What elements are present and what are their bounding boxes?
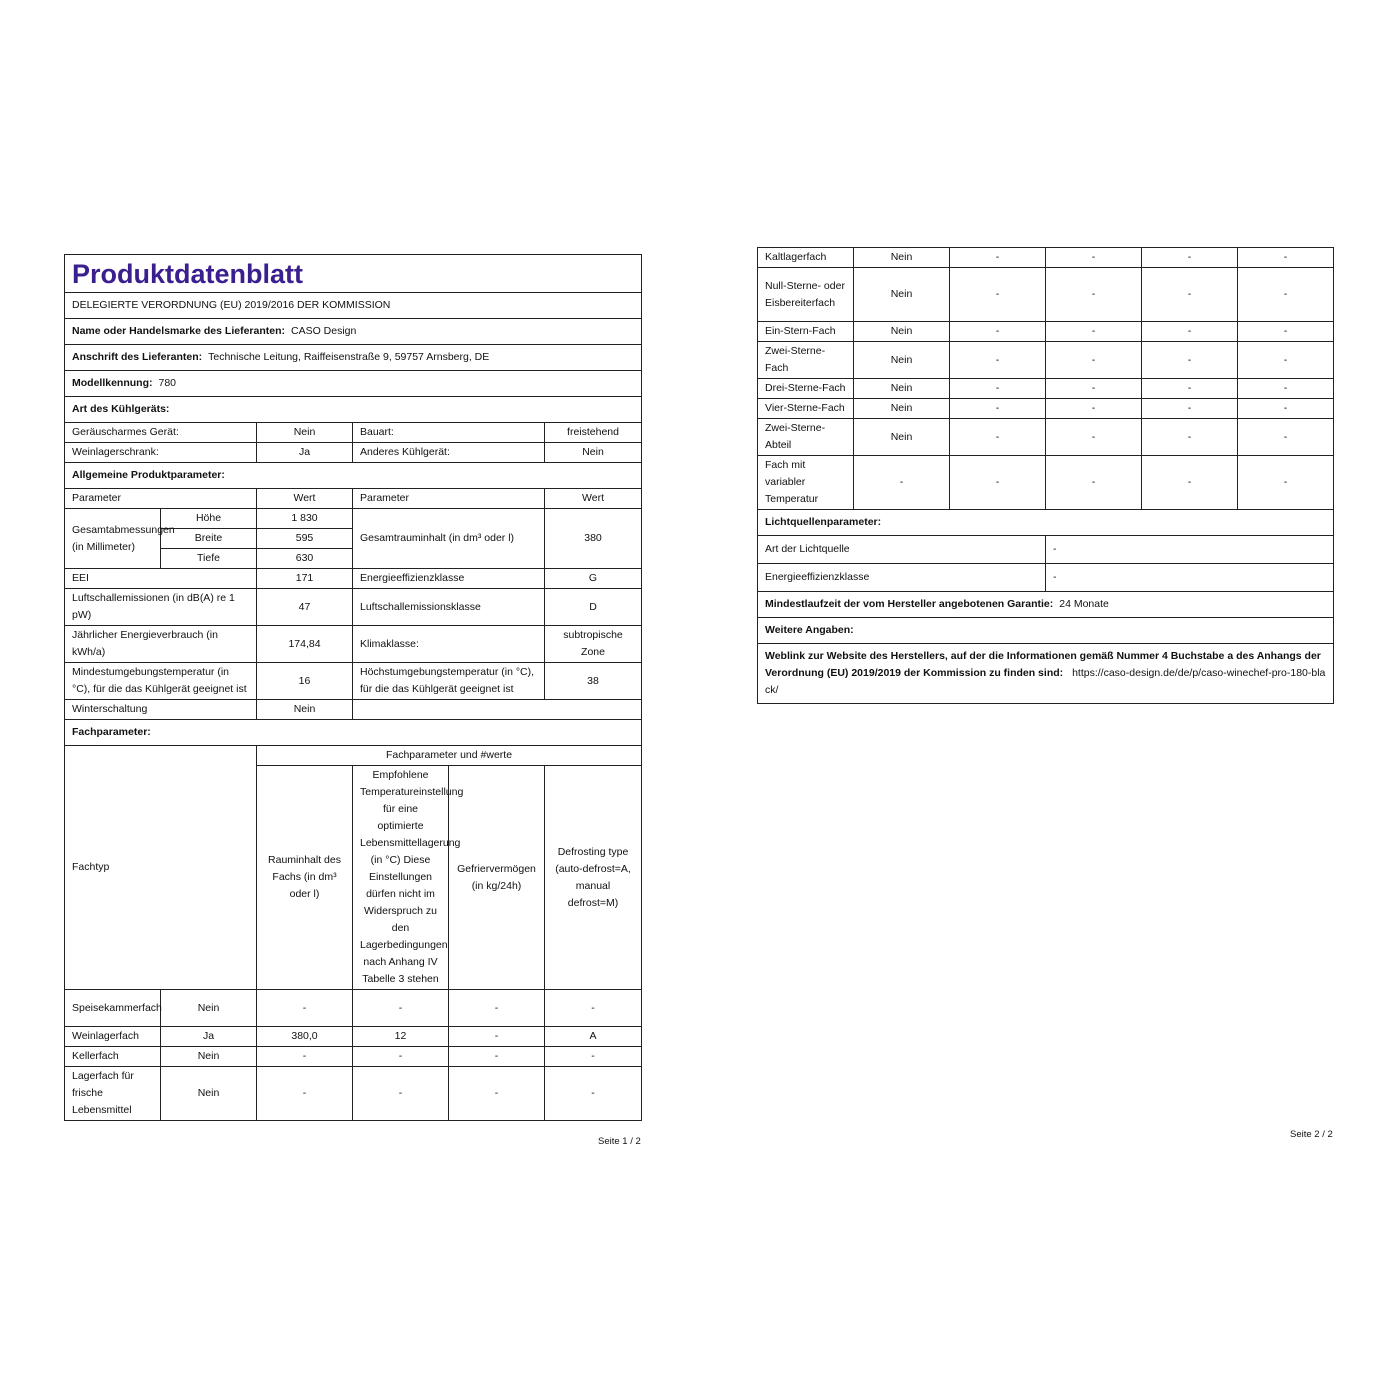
compartment-present: Nein <box>854 342 950 379</box>
compartment-name: Weinlagerfach <box>65 1027 161 1047</box>
compartment-values-header: Fachparameter und #werte <box>257 746 642 766</box>
warranty-value: 24 Monate <box>1059 598 1109 610</box>
depth-value: 630 <box>257 549 353 569</box>
compartment-volume: - <box>257 1047 353 1067</box>
energy-class-value: G <box>545 569 642 589</box>
height-value: 1 830 <box>257 509 353 529</box>
compartment-volume: - <box>950 322 1046 342</box>
winter-value: Nein <box>257 700 353 720</box>
compartment-temp: - <box>1046 248 1142 268</box>
compartment-type-label: Fachtyp <box>65 746 257 990</box>
datasheet-page-2 <box>757 247 1334 704</box>
compartment-name: Kellerfach <box>65 1047 161 1067</box>
light-class-value: - <box>1046 564 1334 592</box>
supplier-name-label: Name oder Handelsmarke des Lieferanten: <box>72 325 285 337</box>
col-temperature-header: Empfohlene Temperatureinstellung für eine optimierte Lebensmittellagerung (in °C) Diese Einstellungen dürfen nicht im Widerspruch zu den Lagerbedingungen nach Anhang IV Tabelle 3 stehen <box>353 766 449 990</box>
winter-label: Winterschaltung <box>65 700 257 720</box>
supplier-address-row <box>65 345 642 371</box>
regulation-line: DELEGIERTE VERORDNUNG (EU) 2019/2016 DER KOMMISSION <box>65 293 642 319</box>
compartment-volume: - <box>950 342 1046 379</box>
compartment-temp: - <box>353 1067 449 1121</box>
compartment-present: Nein <box>161 1067 257 1121</box>
compartment-name: Zwei-Sterne-Abteil <box>758 419 854 456</box>
compartment-volume: - <box>950 419 1046 456</box>
total-volume-label: Gesamtrauminhalt (in dm³ oder l) <box>353 509 545 569</box>
compartment-freeze: - <box>1142 322 1238 342</box>
compartment-temp: - <box>353 990 449 1027</box>
compartment-temp: - <box>1046 456 1142 510</box>
compartment-name: Vier-Sterne-Fach <box>758 399 854 419</box>
light-type-label: Art der Lichtquelle <box>758 536 1046 564</box>
compartment-freeze: - <box>1142 248 1238 268</box>
value-header: Wert <box>257 489 353 509</box>
table-row <box>758 248 1334 268</box>
compartment-defrost: - <box>1238 342 1334 379</box>
table-row <box>758 399 1334 419</box>
table-row <box>758 379 1334 399</box>
low-noise-value: Nein <box>257 423 353 443</box>
compartment-present: - <box>854 456 950 510</box>
model-row <box>65 371 642 397</box>
table-row <box>758 268 1334 322</box>
compartment-temp: 12 <box>353 1027 449 1047</box>
datasheet-page-1 <box>64 254 642 1121</box>
depth-label: Tiefe <box>161 549 257 569</box>
climate-class-value: subtropische Zone <box>545 626 642 663</box>
col-freezing-header: Gefriervermögen (in kg/24h) <box>449 766 545 990</box>
compartment-volume: - <box>950 268 1046 322</box>
page-footer: Seite 1 / 2 <box>598 1136 641 1147</box>
compartment-present: Nein <box>161 990 257 1027</box>
compartment-defrost: - <box>545 1047 642 1067</box>
compartment-defrost: - <box>1238 248 1334 268</box>
height-label: Höhe <box>161 509 257 529</box>
compartment-present: Ja <box>161 1027 257 1047</box>
annual-energy-label: Jährlicher Energieverbrauch (in kWh/a) <box>65 626 257 663</box>
annual-energy-value: 174,84 <box>257 626 353 663</box>
compartment-volume: - <box>950 456 1046 510</box>
weblink-value[interactable]: https://caso-design.de/de/p/caso-winechef-pro-180-black/ <box>765 667 1326 696</box>
weblink-row <box>758 644 1334 704</box>
warranty-label: Mindestlaufzeit der vom Hersteller angebotenen Garantie: <box>765 598 1054 610</box>
design-value: freistehend <box>545 423 642 443</box>
eei-value: 171 <box>257 569 353 589</box>
min-temp-value: 16 <box>257 663 353 700</box>
compartment-present: Nein <box>854 322 950 342</box>
compartment-freeze: - <box>449 1067 545 1121</box>
compartment-defrost: - <box>545 990 642 1027</box>
compartment-name: Null-Sterne- oder Eisbereiterfach <box>758 268 854 322</box>
supplier-address-label: Anschrift des Lieferanten: <box>72 351 203 363</box>
total-volume-value: 380 <box>545 509 642 569</box>
model-label: Modellkennung: <box>72 377 153 389</box>
supplier-address-value: Technische Leitung, Raiffeisenstraße 9, 59757 Arnsberg, DE <box>208 351 490 363</box>
compartment-freeze: - <box>449 1047 545 1067</box>
compartment-defrost: - <box>1238 268 1334 322</box>
value-header: Wert <box>545 489 642 509</box>
model-value: 780 <box>158 377 177 389</box>
supplier-name-row <box>65 319 642 345</box>
param-header: Parameter <box>353 489 545 509</box>
table-row <box>758 322 1334 342</box>
compartment-freeze: - <box>1142 399 1238 419</box>
dimensions-label: Gesamtabmessungen (in Millimeter) <box>65 509 161 569</box>
compartment-volume: - <box>257 1067 353 1121</box>
page-footer: Seite 2 / 2 <box>1290 1129 1333 1140</box>
compartment-defrost: - <box>1238 379 1334 399</box>
compartment-temp: - <box>1046 268 1142 322</box>
min-temp-label: Mindestumgebungstemperatur (in °C), für die das Kühlgerät geeignet ist <box>65 663 257 700</box>
width-value: 595 <box>257 529 353 549</box>
compartment-name: Drei-Sterne-Fach <box>758 379 854 399</box>
warranty-row <box>758 592 1334 618</box>
compartment-freeze: - <box>1142 419 1238 456</box>
compartment-defrost: A <box>545 1027 642 1047</box>
compartment-present: Nein <box>854 268 950 322</box>
compartment-volume: - <box>950 379 1046 399</box>
compartment-freeze: - <box>1142 342 1238 379</box>
max-temp-value: 38 <box>545 663 642 700</box>
noise-class-value: D <box>545 589 642 626</box>
table-row <box>758 419 1334 456</box>
table-row <box>65 1047 642 1067</box>
param-header: Parameter <box>65 489 257 509</box>
col-defrost-header: Defrosting type (auto-defrost=A, manual defrost=M) <box>545 766 642 990</box>
compartment-defrost: - <box>545 1067 642 1121</box>
compartment-name: Speisekammerfach <box>65 990 161 1027</box>
table-row <box>758 342 1334 379</box>
compartment-defrost: - <box>1238 399 1334 419</box>
compartment-temp: - <box>1046 342 1142 379</box>
climate-class-label: Klimaklasse: <box>353 626 545 663</box>
max-temp-label: Höchstumgebungstemperatur (in °C), für die das Kühlgerät geeignet ist <box>353 663 545 700</box>
compartment-present: Nein <box>161 1047 257 1067</box>
compartment-freeze: - <box>1142 268 1238 322</box>
compartment-volume: - <box>950 248 1046 268</box>
table-row <box>65 990 642 1027</box>
compartment-temp: - <box>1046 322 1142 342</box>
further-info-heading: Weitere Angaben: <box>758 618 1334 644</box>
empty-cell <box>353 700 642 720</box>
compartment-name: Lagerfach für frische Lebensmittel <box>65 1067 161 1121</box>
light-class-label: Energieeffizienzklasse <box>758 564 1046 592</box>
weblink-label: Weblink zur Website des Herstellers, auf der die Informationen gemäß Nummer 4 Buchstabe a des Anhangs der Verordnung (EU) 2019/2019 der Kommission zu finden sind: <box>765 650 1321 679</box>
compartment-present: Nein <box>854 399 950 419</box>
noise-label: Luftschallemissionen (in dB(A) re 1 pW) <box>65 589 257 626</box>
table-row <box>758 456 1334 510</box>
low-noise-label: Geräuscharmes Gerät: <box>65 423 257 443</box>
compartment-name: Fach mit variabler Temperatur <box>758 456 854 510</box>
width-label: Breite <box>161 529 257 549</box>
compartment-defrost: - <box>1238 322 1334 342</box>
compartment-volume: 380,0 <box>257 1027 353 1047</box>
compartment-temp: - <box>1046 399 1142 419</box>
appliance-type-heading: Art des Kühlgeräts: <box>65 397 642 423</box>
wine-cabinet-value: Ja <box>257 443 353 463</box>
compartment-temp: - <box>1046 419 1142 456</box>
compartment-volume: - <box>257 990 353 1027</box>
wine-cabinet-label: Weinlagerschrank: <box>65 443 257 463</box>
compartment-defrost: - <box>1238 419 1334 456</box>
noise-value: 47 <box>257 589 353 626</box>
col-volume-header: Rauminhalt des Fachs (in dm³ oder l) <box>257 766 353 990</box>
compartment-temp: - <box>353 1047 449 1067</box>
eei-label: EEI <box>65 569 257 589</box>
compartment-freeze: - <box>1142 379 1238 399</box>
energy-class-label: Energieeffizienzklasse <box>353 569 545 589</box>
compartment-present: Nein <box>854 419 950 456</box>
table-row <box>65 1027 642 1047</box>
compartment-freeze: - <box>449 990 545 1027</box>
compartment-present: Nein <box>854 379 950 399</box>
other-appliance-label: Anderes Kühlgerät: <box>353 443 545 463</box>
page-title: Produktdatenblatt <box>65 255 642 293</box>
light-type-value: - <box>1046 536 1334 564</box>
design-label: Bauart: <box>353 423 545 443</box>
compartment-params-heading: Fachparameter: <box>65 720 642 746</box>
compartment-present: Nein <box>854 248 950 268</box>
compartment-freeze: - <box>449 1027 545 1047</box>
other-appliance-value: Nein <box>545 443 642 463</box>
noise-class-label: Luftschallemissionsklasse <box>353 589 545 626</box>
general-params-heading: Allgemeine Produktparameter: <box>65 463 642 489</box>
compartment-defrost: - <box>1238 456 1334 510</box>
supplier-name-value: CASO Design <box>291 325 357 337</box>
compartment-name: Zwei-Sterne-Fach <box>758 342 854 379</box>
compartment-name: Kaltlagerfach <box>758 248 854 268</box>
compartment-volume: - <box>950 399 1046 419</box>
table-row <box>65 1067 642 1121</box>
compartment-freeze: - <box>1142 456 1238 510</box>
light-params-heading: Lichtquellenparameter: <box>758 510 1334 536</box>
compartment-temp: - <box>1046 379 1142 399</box>
compartment-name: Ein-Stern-Fach <box>758 322 854 342</box>
